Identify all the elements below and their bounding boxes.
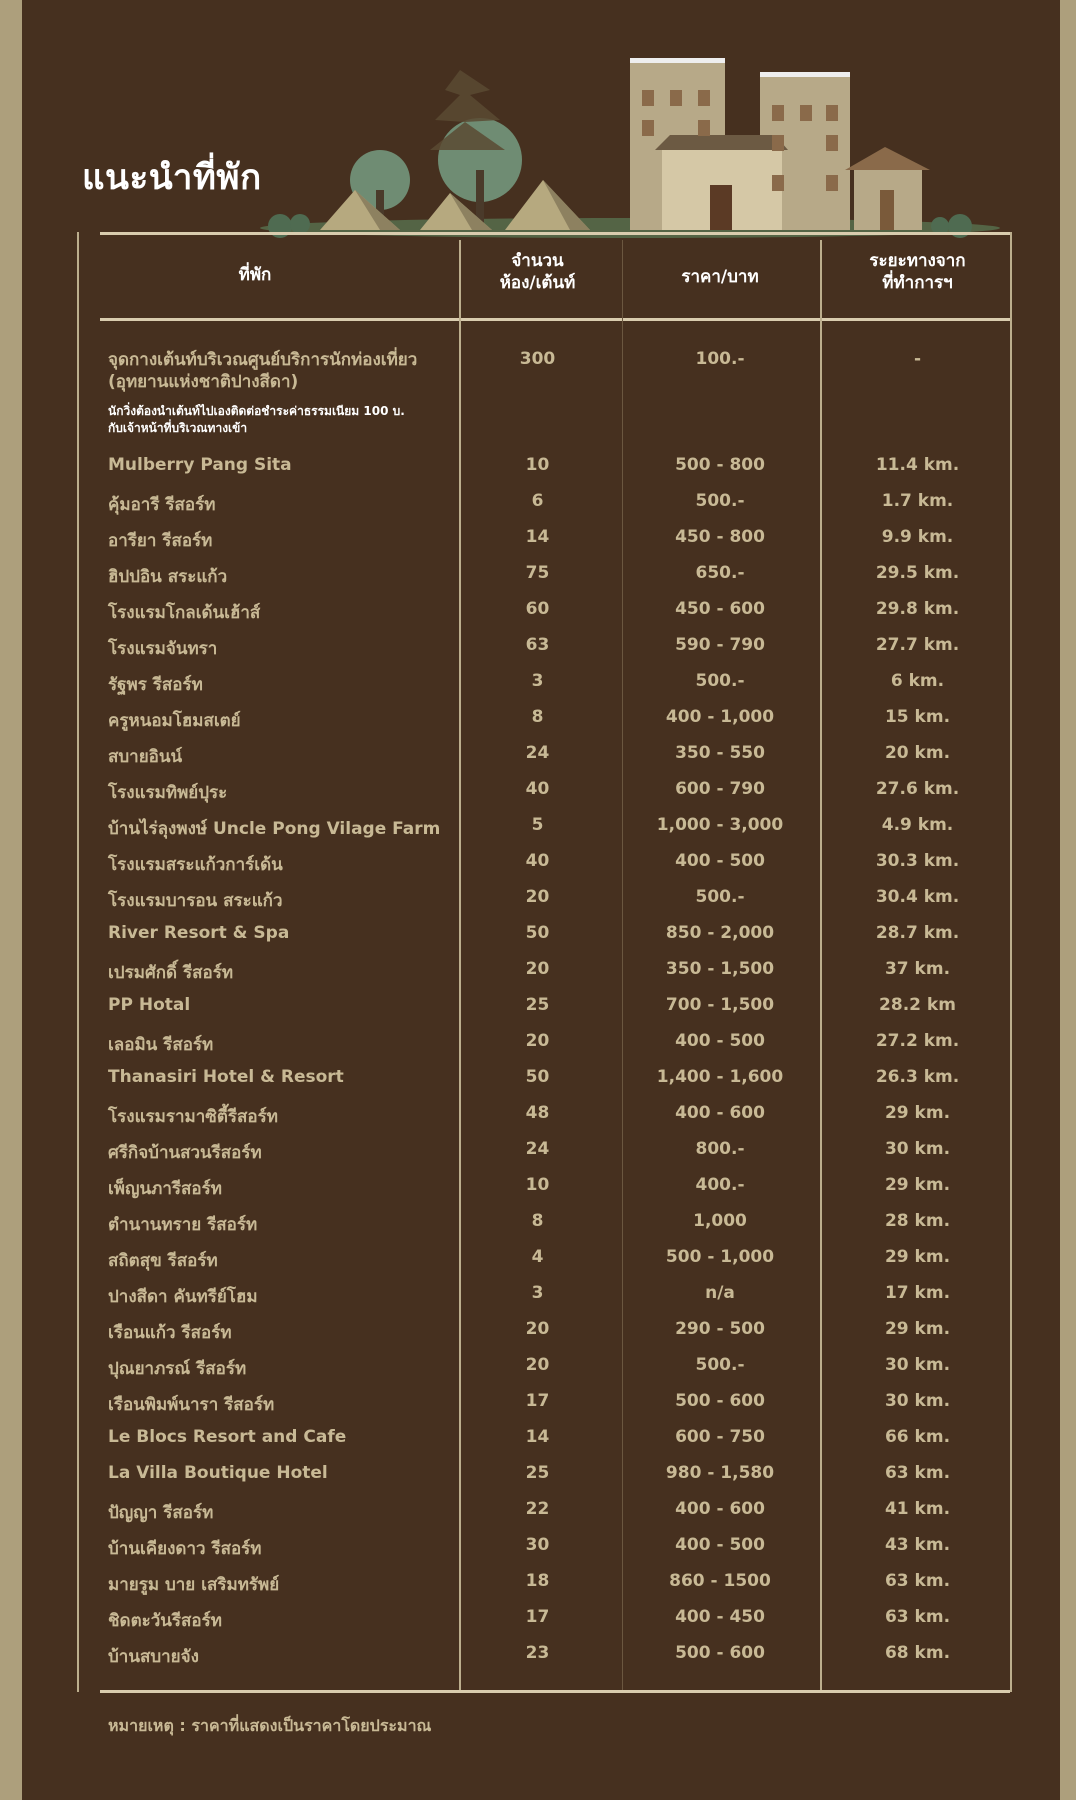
- row-price: 400 - 600: [675, 1499, 765, 1519]
- row-distance: 27.2 km.: [875, 1031, 960, 1051]
- row-rooms: 14: [525, 1427, 550, 1447]
- row-name: โรงแรมรามาซิตี้รีสอร์ท: [108, 1107, 278, 1127]
- row-name: โรงแรมทิพย์ปุระ: [108, 783, 228, 803]
- first-row-name-line1: จุดกางเต้นท์บริเวณศูนย์บริการนักท่องเที่ยว: [108, 350, 418, 370]
- header-rooms: [460, 250, 615, 294]
- header-name: ที่พัก: [238, 265, 272, 285]
- row-rooms: 63: [525, 635, 550, 655]
- row-price: 400 - 500: [675, 1535, 765, 1555]
- row-price: 500 - 800: [675, 455, 765, 475]
- row-name: เลอมิน รีสอร์ท: [108, 1035, 214, 1055]
- row-price: 500 - 600: [675, 1391, 765, 1411]
- row-distance: 20 km.: [884, 743, 951, 763]
- row-distance: 28.2 km: [879, 995, 956, 1015]
- row-name: เพ็ญนภารีสอร์ท: [108, 1179, 222, 1199]
- row-rooms: 20: [525, 1355, 550, 1375]
- row-distance: 29 km.: [884, 1247, 951, 1267]
- row-distance: 27.7 km.: [875, 635, 960, 655]
- row-distance: 29 km.: [884, 1175, 951, 1195]
- row-price: 600 - 790: [675, 779, 765, 799]
- row-price: 850 - 2,000: [665, 923, 775, 943]
- table-col-rule-2: [622, 240, 623, 1690]
- header-distance-line2: ที่ทำการฯ: [882, 273, 953, 293]
- row-rooms: 30: [525, 1535, 550, 1555]
- row-name: คุ้มอารี รีสอร์ท: [108, 495, 216, 515]
- header-distance: [825, 250, 1010, 294]
- row-name: ปุณยาภรณ์ รีสอร์ท: [108, 1359, 247, 1379]
- table-left-rule: [77, 232, 79, 1692]
- row-rooms: 3: [531, 671, 544, 691]
- row-name: เรือนพิมพ์นารา รีสอร์ท: [108, 1395, 275, 1415]
- row-name: Thanasiri Hotel & Resort: [108, 1067, 344, 1087]
- row-name: โรงแรมบารอน สระแก้ว: [108, 891, 283, 911]
- row-rooms: 17: [525, 1607, 550, 1627]
- row-distance: 29.5 km.: [875, 563, 960, 583]
- row-distance: 26.3 km.: [875, 1067, 960, 1087]
- row-rooms: 50: [525, 923, 550, 943]
- row-name: สถิตสุข รีสอร์ท: [108, 1251, 218, 1271]
- row-distance: 15 km.: [884, 707, 951, 727]
- row-price: 400 - 500: [675, 851, 765, 871]
- first-row-rooms: 300: [519, 349, 556, 369]
- row-price: 400 - 600: [675, 1103, 765, 1123]
- row-distance: 30 km.: [884, 1139, 951, 1159]
- row-rooms: 75: [525, 563, 550, 583]
- row-price: 1,000: [693, 1211, 747, 1231]
- header-rooms-line2: ห้อง/เต้นท์: [499, 273, 576, 293]
- row-rooms: 17: [525, 1391, 550, 1411]
- row-name: Le Blocs Resort and Cafe: [108, 1427, 347, 1447]
- row-price: 350 - 550: [675, 743, 765, 763]
- row-rooms: 25: [525, 1463, 550, 1483]
- row-rooms: 22: [525, 1499, 550, 1519]
- row-price: 980 - 1,580: [665, 1463, 775, 1483]
- row-distance: 29 km.: [884, 1319, 951, 1339]
- row-name: River Resort & Spa: [108, 923, 290, 943]
- row-price: 450 - 600: [675, 599, 765, 619]
- row-name: Mulberry Pang Sita: [108, 455, 292, 475]
- row-distance: 28.7 km.: [875, 923, 960, 943]
- first-row-note: [108, 403, 405, 437]
- table-top-rule: [100, 232, 1010, 235]
- row-rooms: 24: [525, 1139, 550, 1159]
- row-rooms: 20: [525, 1031, 550, 1051]
- row-rooms: 14: [525, 527, 550, 547]
- first-row-price: 100.-: [695, 349, 745, 369]
- row-distance: 63 km.: [884, 1571, 951, 1591]
- row-distance: 28 km.: [884, 1211, 951, 1231]
- row-distance: 30.4 km.: [875, 887, 960, 907]
- row-rooms: 4: [531, 1247, 544, 1267]
- row-price: 500.-: [695, 887, 745, 907]
- row-rooms: 3: [531, 1283, 544, 1303]
- row-name: ครูหนอมโฮมสเตย์: [108, 711, 241, 731]
- row-name: มายรูม บาย เสริมทรัพย์: [108, 1575, 280, 1595]
- row-price: 400 - 1,000: [665, 707, 775, 727]
- row-price: 500 - 1,000: [665, 1247, 775, 1267]
- row-distance: 30 km.: [884, 1391, 951, 1411]
- row-name: บ้านเคียงดาว รีสอร์ท: [108, 1539, 262, 1559]
- row-rooms: 18: [525, 1571, 550, 1591]
- row-price: 400 - 450: [675, 1607, 765, 1627]
- row-name: บ้านสบายจัง: [108, 1647, 199, 1667]
- row-price: 400 - 500: [675, 1031, 765, 1051]
- row-rooms: 48: [525, 1103, 550, 1123]
- row-price: 500 - 600: [675, 1643, 765, 1663]
- table-bottom-rule: [100, 1690, 1010, 1693]
- row-rooms: 8: [531, 707, 544, 727]
- row-distance: 68 km.: [884, 1643, 951, 1663]
- row-distance: 66 km.: [884, 1427, 951, 1447]
- row-rooms: 23: [525, 1643, 550, 1663]
- table-right-rule: [1010, 232, 1012, 1692]
- row-name: ศรีกิจบ้านสวนรีสอร์ท: [108, 1143, 262, 1163]
- row-name: เรือนแก้ว รีสอร์ท: [108, 1323, 232, 1343]
- first-row-name: [108, 349, 417, 393]
- row-distance: 41 km.: [884, 1499, 951, 1519]
- row-name: ปัญญา รีสอร์ท: [108, 1503, 214, 1523]
- first-row-name-line2: (อุทยานแห่งชาติปางสีดา): [108, 372, 299, 392]
- header-distance-line1: ระยะทางจาก: [869, 251, 966, 271]
- row-price: 500.-: [695, 671, 745, 691]
- row-price: 500.-: [695, 491, 745, 511]
- row-name: La Villa Boutique Hotel: [108, 1463, 328, 1483]
- row-name: ปางสีดา คันทรีย์โฮม: [108, 1287, 258, 1307]
- row-price: 400.-: [695, 1175, 745, 1195]
- row-name: โรงแรมสระแก้วการ์เด้น: [108, 855, 283, 875]
- row-rooms: 5: [531, 815, 544, 835]
- row-rooms: 25: [525, 995, 550, 1015]
- row-distance: 63 km.: [884, 1607, 951, 1627]
- row-distance: 9.9 km.: [881, 527, 954, 547]
- row-rooms: 6: [531, 491, 544, 511]
- first-row-distance: -: [913, 349, 922, 369]
- row-price: 700 - 1,500: [665, 995, 775, 1015]
- row-price: 500.-: [695, 1355, 745, 1375]
- row-rooms: 24: [525, 743, 550, 763]
- row-distance: 43 km.: [884, 1535, 951, 1555]
- row-distance: 63 km.: [884, 1463, 951, 1483]
- row-rooms: 60: [525, 599, 550, 619]
- row-price: 350 - 1,500: [665, 959, 775, 979]
- table-header-rule: [100, 318, 1010, 321]
- row-distance: 37 km.: [884, 959, 951, 979]
- header-price: ราคา/บาท: [681, 267, 759, 287]
- row-price: 590 - 790: [675, 635, 765, 655]
- row-distance: 27.6 km.: [875, 779, 960, 799]
- row-price: 450 - 800: [675, 527, 765, 547]
- row-rooms: 40: [525, 779, 550, 799]
- row-name: โรงแรมจันทรา: [108, 639, 218, 659]
- row-name: รัฐพร รีสอร์ท: [108, 675, 203, 695]
- row-name: โรงแรมโกลเด้นเฮ้าส์: [108, 603, 261, 623]
- first-row-note-line2: กับเจ้าหน้าที่บริเวณทางเข้า: [108, 421, 248, 435]
- page-title: แนะนำที่พัก: [82, 158, 262, 198]
- row-rooms: 20: [525, 887, 550, 907]
- row-price: 650.-: [695, 563, 745, 583]
- row-rooms: 8: [531, 1211, 544, 1231]
- row-rooms: 50: [525, 1067, 550, 1087]
- row-name: เปรมศักดิ์ รีสอร์ท: [108, 963, 234, 983]
- row-name: บ้านไร่ลุงพงษ์ Uncle Pong Vilage Farm: [108, 819, 441, 839]
- camp-illustration: [260, 50, 1000, 240]
- row-price: 1,000 - 3,000: [656, 815, 784, 835]
- row-rooms: 10: [525, 1175, 550, 1195]
- first-row-note-line1: นักวิ่งต้องนำเต้นท์ไปเองติดต่อชำระค่าธรรมเนียม 100 บ.: [108, 404, 405, 418]
- row-price: 860 - 1500: [669, 1571, 771, 1591]
- header-rooms-line1: จำนวน: [511, 251, 564, 271]
- row-name: สบายอินน์: [108, 747, 183, 767]
- row-distance: 30 km.: [884, 1355, 951, 1375]
- row-distance: 30.3 km.: [875, 851, 960, 871]
- row-name: อารียา รีสอร์ท: [108, 531, 213, 551]
- row-name: ฮิปปอิน สระแก้ว: [108, 567, 228, 587]
- footnote: หมายเหตุ : ราคาที่แสดงเป็นราคาโดยประมาณ: [108, 1716, 432, 1735]
- row-distance: 4.9 km.: [881, 815, 954, 835]
- row-distance: 1.7 km.: [881, 491, 954, 511]
- row-name: ชิดตะวันรีสอร์ท: [108, 1611, 222, 1631]
- row-name: ตำนานทราย รีสอร์ท: [108, 1215, 258, 1235]
- row-price: 600 - 750: [675, 1427, 765, 1447]
- row-rooms: 40: [525, 851, 550, 871]
- row-rooms: 10: [525, 455, 550, 475]
- row-price: 290 - 500: [675, 1319, 765, 1339]
- row-distance: 11.4 km.: [875, 455, 960, 475]
- row-distance: 6 km.: [890, 671, 945, 691]
- row-distance: 29 km.: [884, 1103, 951, 1123]
- row-distance: 29.8 km.: [875, 599, 960, 619]
- row-price: 1,400 - 1,600: [656, 1067, 784, 1087]
- row-rooms: 20: [525, 959, 550, 979]
- row-name: PP Hotal: [108, 995, 191, 1015]
- row-price: n/a: [705, 1283, 735, 1303]
- row-distance: 17 km.: [884, 1283, 951, 1303]
- row-price: 800.-: [695, 1139, 745, 1159]
- table-col-rule-3: [820, 240, 822, 1690]
- row-rooms: 20: [525, 1319, 550, 1339]
